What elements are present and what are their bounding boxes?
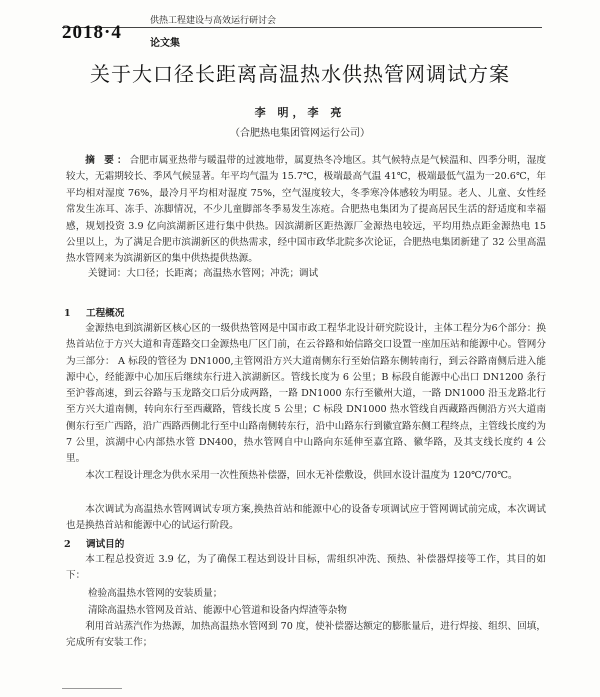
paragraph: 金源热电到滨湖新区核心区的一级供热管网是中国市政工程华北设计研究院设计，主体工程分为6个部分：换热首站位于方兴大道和青莲路交口金源热电厂区门前，在云谷路和始信路交口设置一座加压站和能源中心。管网分为三部分： A 标段的管径为 DN1000,主管网沿方兴大道南侧东行至始信路东侧转南行，到云谷路南侧后进入能源中心，经能源中心加压后继续东行进入滨湖新区。管线长度为 6 公里；B 标段自能源中心出口 DN1200 条行至沪蓉高速，到云谷路与玉龙路交口后分成两路，一路 DN1000 东行至徽州大道，一路 DN1000 沿玉龙路北行至方兴大道南侧，转向东行至西藏路，管线长度 5 公里；C 标段 DN1000 热水管线自西藏路西侧沿方兴大道南侧东行至广西路，沿广西路西侧北行至中山路南侧转东行，沿中山路东行到徽宜路东侧工程终点，主管线长度约为 7 公里，滨湖中心内部热水管 DN400，热水管网自中山路向东延伸至嘉宜路、徽华路，及其支线长度约 4 公里。 [66,323,546,465]
page-header [0,0,600,52]
section-number: 2 [64,539,71,550]
paragraph: 本次工程设计理念为供水采用一次性预热补偿器，回水无补偿敷设，供回水设计温度为 120℃/70℃。 [85,470,518,481]
section-heading-1 [64,305,124,319]
article-affiliation: （合肥热电集团管网运行公司） [230,128,370,139]
keywords: 关键词：大口径；长距离；高温热水管网；冲洗；调试 [88,268,319,279]
paragraph: 本次调试为高温热水管网调试专项方案,换热首站和能源中心的设备专项调试应于管网调试前完成，本次调试也是换热首站和能源中心的试运行阶段。 [66,504,546,532]
journal-name: 供热工程建设与高效运行研讨会 [150,16,277,26]
issue-number: 2018·4 [62,22,122,43]
section-name: 论文集 [150,38,180,49]
abstract [66,153,546,268]
section-heading-2 [64,536,124,550]
section-title: 工程概况 [86,308,125,319]
section-number: 1 [64,308,71,319]
header-rule [62,27,542,28]
abstract-label: 摘 要： [85,155,130,166]
abstract-text: 合肥市属亚热带与暖温带的过渡地带，属夏热冬冷地区。其气候特点是气候温和、四季分明，湿度较大，无霜期较长、季风气候显著。年平均气温为 15.7℃，极端最高气温 41℃，极端最低气温为一20.6℃，年平均相对湿度 76%，最冷月平均相对湿度 75%，空气湿度较大，冬季寒冷体感较为明显。老人、儿童、女性经常发生冻耳、冻手、冻脚情况，不少儿童脚部冬季易发生冻疮。合肥热电集团为了提高居民生活的舒适度和幸福感，规划投资 3.9 亿向滨湖新区进行集中供热。因滨湖新区距热源厂金源热电较远，平均用热点距金源热电 15 公里以上，为了满足合肥市滨湖新区的供热需求，经中国市政华北院多次论证，合肥热电集团新建了 32 公里高温热水管网来为滨湖新区的集中供热提供热源。 [66,155,546,265]
footer-rule [62,688,122,695]
list-item: 清除高温热水管网及首站、能源中心管道和设备内焊渣等杂物 [88,605,348,616]
list-item: 利用首站蒸汽作为热源，加热高温热水管网到 70 度，使补偿器达额定的膨胀量后，进行焊接、组织、回填，完成所有安装工作； [66,621,546,649]
section-title: 调试目的 [86,539,125,550]
paragraph: 本工程总投资近 3.9 亿，为了确保工程达到设计目标，需组织冲洗、预热、补偿器焊接等工作，其目的如下： [66,554,546,582]
list-item: 检验高温热水管网的安装质量； [88,588,223,599]
article-title: 关于大口径长距离高温热水供热管网调试方案 [90,62,510,86]
article-authors: 李 明，李 亮 [254,106,346,119]
